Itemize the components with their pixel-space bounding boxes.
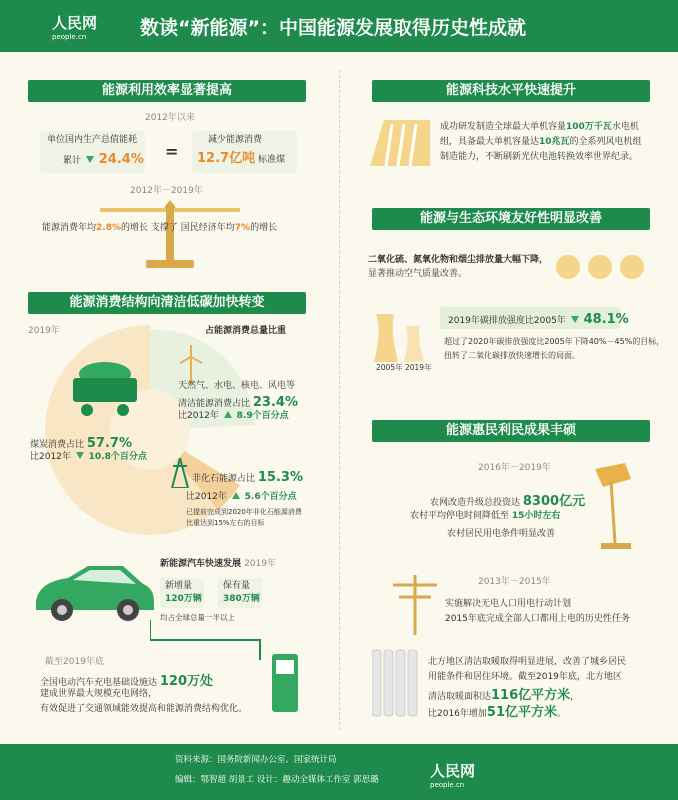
outage-value: 15小时左右 — [511, 511, 561, 521]
power-pylon-icon — [170, 458, 190, 488]
logo-sub: people.cn — [52, 33, 87, 41]
structure-year: 2019年 — [28, 326, 60, 336]
heat-value1: 116亿平方米 — [491, 688, 571, 703]
down-arrow-icon — [86, 156, 94, 163]
eco-year-a: 2005年 — [376, 363, 403, 372]
eco-note1: 超过了2020年碳排放强度比2005年下降40%－45%的目标， — [444, 337, 665, 346]
tech-line2-value: 10兆瓦 — [539, 137, 570, 147]
scale-right-value: 7% — [234, 223, 251, 233]
clean-line2: 清洁能源消费占比 — [178, 399, 251, 409]
clean-value: 23.4% — [252, 395, 298, 410]
column-divider — [339, 70, 340, 730]
ev-new-label: 新增量 — [165, 581, 193, 591]
footer-logo-sub: people.cn — [430, 781, 465, 789]
nonfossil-note1: 已提前完成到2020年非化石能源消费 — [186, 508, 302, 516]
logo-text: 人民网 — [52, 14, 98, 32]
scale-right-suffix: 的增长 — [250, 223, 278, 233]
equals-sign: = — [165, 142, 179, 161]
efficiency-left-value: 24.4% — [98, 152, 144, 167]
logo — [52, 12, 97, 41]
tech-line2-prefix: 组，具备最大单机容量达 — [440, 137, 540, 147]
rural-value: 8300亿元 — [522, 494, 586, 509]
footer — [0, 744, 678, 800]
charging-since: 截至2019年底 — [45, 657, 104, 667]
heat-line3-suffix: ， — [570, 692, 580, 702]
power-line2: 2015年底完成全部人口都用上电的历史性任务 — [445, 614, 630, 624]
scale-left-prefix: 能源消费年均 — [42, 223, 97, 233]
down-arrow-icon — [76, 452, 84, 459]
tech-line2-suffix: 的全系列风电机组 — [569, 137, 642, 147]
charging-line1-prefix: 全国电动汽车充电基础设施达 — [40, 678, 158, 688]
ev-title: 新能源汽车快速发展 — [160, 559, 242, 569]
carbon-prefix: 2019年碳排放强度比2005年 — [448, 316, 566, 326]
tech-line1-prefix: 成功研发制造全球最大单机容量 — [440, 122, 567, 132]
heat-line4-suffix: 。 — [557, 709, 567, 719]
up-arrow-icon — [232, 492, 240, 499]
coal-value: 57.7% — [86, 436, 132, 451]
rural-prefix: 农网改造升级总投资达 — [430, 498, 521, 508]
nonfossil-note2: 比重达到15%左右的目标 — [186, 518, 265, 527]
efficiency-period: 2012年－2019年 — [130, 186, 203, 196]
ev-new-value: 120万辆 — [165, 594, 202, 604]
section-title-efficiency: 能源利用效率显著提高 — [28, 80, 306, 102]
ev-stock-value: 380万辆 — [223, 594, 260, 604]
scale-left-suffix: 的增长 — [120, 223, 148, 233]
efficiency-since: 2012年以来 — [145, 113, 195, 123]
wind-turbine-icon — [176, 345, 206, 385]
coal-prefix: 煤炭消费占比 — [30, 440, 85, 450]
section-title-welfare: 能源惠民利民成果丰硕 — [372, 420, 650, 442]
efficiency-right-line1: 减少能源消费 — [208, 135, 263, 145]
coal-cmp-value: 10.8个百分点 — [88, 452, 147, 462]
footer-logo-text: 人民网 — [430, 762, 476, 780]
efficiency-left-prefix: 累计 — [63, 156, 82, 166]
nonfossil-value: 15.3% — [257, 470, 303, 485]
editor-label: 编辑： — [175, 775, 201, 785]
desk-lamp-icon — [585, 463, 635, 553]
heat-line4-prefix: 比2016年增加 — [428, 709, 487, 719]
nonfossil-prefix: 非化石能源占比 — [192, 474, 256, 484]
source: 国务院新闻办公室、国家统计局 — [217, 755, 337, 765]
down-arrow-icon — [571, 316, 579, 323]
structure-share-label: 占能源消费总量比重 — [205, 326, 287, 336]
carbon-value: 48.1% — [583, 312, 629, 327]
scale-left-value: 2.8% — [96, 223, 121, 233]
nonfossil-cmp-value: 5.6个百分点 — [244, 492, 297, 502]
power-line1: 实施解决无电人口用电行动计划 — [445, 599, 572, 609]
cooling-tower-icon — [370, 300, 440, 362]
efficiency-left-line1: 单位国内生产总值能耗 — [47, 135, 138, 145]
eco-year-b: 2019年 — [404, 363, 432, 372]
rural-note: 农村居民用电条件明显改善 — [447, 529, 556, 539]
scale-mid: 支撑了 — [150, 223, 178, 233]
up-arrow-icon — [224, 411, 232, 418]
tech-line1-value: 100万千瓦 — [566, 122, 612, 132]
editor: 鄂智超 胡景工 — [200, 775, 255, 785]
design-label: 设计： — [256, 775, 283, 785]
footer-logo — [430, 760, 475, 789]
heat-value2: 51亿平方米 — [486, 705, 557, 720]
efficiency-right-value: 12.7亿吨 — [197, 151, 256, 166]
heat-line3-prefix: 清洁取暖面积达 — [428, 692, 492, 702]
page-title: 数读“新能源”：中国能源发展取得历史性成就 — [140, 17, 526, 39]
clean-line1: 天然气、水电、核电、风电等 — [178, 381, 296, 391]
tech-line1-suffix: 水电机 — [611, 122, 639, 132]
header-banner — [0, 0, 678, 52]
clean-cmp-prefix: 比2012年 — [178, 411, 219, 421]
electric-car-icon — [28, 562, 158, 624]
heat-line1: 北方地区清洁取暖取得明显进展，改善了城乡居民 — [428, 657, 627, 667]
pollutant-icons — [556, 252, 656, 282]
radiator-icon — [372, 648, 422, 718]
eco-note2: 扭转了二氧化碳排放快速增长的局面。 — [444, 351, 580, 360]
nonfossil-cmp-prefix: 比2012年 — [186, 492, 227, 502]
section-title-tech: 能源科技水平快速提升 — [372, 80, 650, 102]
tech-line3: 制造能力，不断刷新光伏电池转换效率世界纪录。 — [440, 152, 639, 162]
ev-year: 2019年 — [244, 559, 277, 569]
eco-line2: 显著推动空气质量改善。 — [368, 269, 468, 279]
scale-right-prefix: 国民经济年均 — [180, 223, 235, 233]
charging-line2: 建成世界最大规模充电网络， — [40, 689, 158, 699]
charging-value: 120万处 — [159, 674, 214, 689]
power-pole-icon — [385, 575, 445, 635]
charging-station-icon — [270, 650, 300, 712]
charging-line3: 有效促进了交通领域能效提高和能源消费结构优化。 — [40, 704, 248, 714]
efficiency-right-suffix: 标准煤 — [257, 155, 285, 165]
section-title-eco: 能源与生态环境友好性明显改善 — [372, 208, 650, 230]
welfare-period1: 2016年－2019年 — [478, 463, 551, 473]
outage-prefix: 农村平均停电时间降低至 — [410, 511, 510, 521]
design: 趣动全媒体工作室 郭思璐 — [282, 775, 379, 785]
source-label: 资料来源： — [175, 755, 218, 765]
clean-cmp-value: 8.9个百分点 — [236, 411, 289, 421]
eco-line1: 二氧化硫、氮氧化物和烟尘排放量大幅下降， — [368, 255, 549, 265]
hydropower-dam-icon — [370, 120, 430, 166]
ev-note: 均占全球总量一半以上 — [160, 613, 235, 622]
coal-cmp-prefix: 比2012年 — [30, 452, 71, 462]
coal-cart-icon — [65, 360, 145, 420]
ev-stock-label: 保有量 — [223, 581, 251, 591]
welfare-period2: 2013年－2015年 — [478, 577, 551, 587]
heat-line2: 用能条件和居住环境。截至2019年底，北方地区 — [428, 672, 622, 682]
section-title-structure: 能源消费结构向清洁低碳加快转变 — [28, 292, 306, 314]
